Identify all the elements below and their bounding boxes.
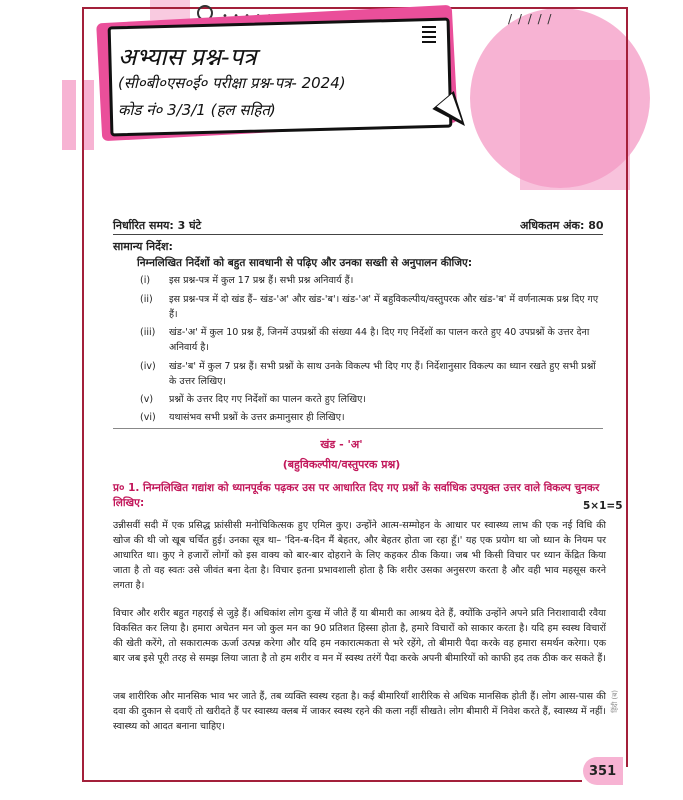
instruction-item: [140, 392, 605, 407]
instruction-text: इस प्रश्न-पत्र में दो खंड हैं– खंड-'अ' और खंड-'ब'। खंड-'अ' में बहुविकल्पीय/वस्तुपरक और खंड-'ब' में वर्णनात्मक प्रश्न दिए गए हैं।: [169, 294, 599, 320]
instruction-text: खंड-'अ' में कुल 10 प्रश्न हैं, जिनमें उपप्रश्नों की संख्या 44 है। दिए गए निर्देशों का पालन करते हुए 40 उपप्रश्नों के उत्तर देना अनिवार्य है।: [169, 327, 590, 353]
passage-paragraph: जब शारीरिक और मानसिक भाव भर जाते हैं, तब व्यक्ति स्वस्थ रहता है। कई बीमारियाँ शारीरिक से अधिक मानसिक होती हैं। लोग आस-पास की दवा की दुकान से दवाएँ तो खरीदते हैं पर स्वास्थ्य क्लब में जाकर स्वस्थ रहने की कला नहीं सीखते। लोग बीमारी में निवेश करते हैं, स्वास्थ्य में नहीं। स्वास्थ्य को आदत बनाना चाहिए।: [113, 691, 606, 732]
deco-stripe-left: [62, 80, 76, 150]
frame-top: [82, 7, 628, 9]
frame-left: [82, 7, 84, 782]
instruction-text: प्रश्नों के उत्तर दिए गए निर्देशों का पालन करते हुए लिखिए।: [169, 394, 366, 405]
instruction-text: यथासंभव सभी प्रश्नों के उत्तर क्रमानुसार ही लिखिए।: [169, 412, 345, 423]
instruction-item: [140, 273, 605, 288]
instruction-num: (ii): [140, 294, 153, 305]
instruction-num: (i): [140, 275, 151, 286]
paper-code: कोड नं० 3/3/1 (हल सहित): [118, 101, 276, 119]
slashes-decoration: / / / / /: [508, 12, 553, 26]
section-title: खंड - 'अ': [320, 438, 363, 451]
section-subtitle: (बहुविकल्पीय/वस्तुपरक प्रश्न): [282, 458, 401, 471]
deco-stripe-left-2: [84, 80, 94, 150]
question-1-text: प्र० 1. निम्नलिखित गद्यांश को ध्यानपूर्वक पढ़कर उस पर आधारित दिए गए प्रश्नों के सर्वाधिक उपयुक्त उत्तर वाले विकल्प चुनकर लिखिए:: [113, 482, 600, 509]
divider: [113, 234, 603, 235]
instruction-num: (v): [140, 394, 154, 405]
instruction-item: [140, 410, 605, 425]
max-marks: अधिकतम अंक: 80: [520, 219, 604, 232]
instruction-item: [140, 292, 605, 322]
bars-icon: [422, 26, 436, 46]
frame-right: [626, 7, 628, 767]
instruction-num: (iii): [140, 327, 156, 338]
time-allowed: निर्धारित समय: 3 घंटे: [113, 219, 202, 232]
instruction-item: [140, 325, 605, 355]
question-1-marks: 5×1=5: [583, 500, 623, 512]
deco-block-top: [150, 0, 190, 20]
section-divider: [113, 428, 603, 429]
passage-paragraph: उन्नीसवीं सदी में एक प्रसिद्ध फ्रांसीसी मनोचिकित्सक हुए एमिल कुए। उन्होंने आत्म-सम्मोहन के आधार पर स्वास्थ्य लाभ की एक नई विधि की खोज की थी जो खूब चर्चित हुई। उनका सूत्र था– 'दिन-ब-दिन मैं बेहतर, और बेहतर होता जा रहा हूँ।' यह एक प्रयोग था जो ध्यान के नियम पर आधारित था। कुए ने हजारों लोगों को इस वाक्य को बार-बार दोहराने के लिए कहकर ठीक किया। जब भी किसी विचार पर ध्यान केंद्रित किया जाता है तो वह स्वतः उसे जीवंत बना देता है। विचार इतना प्रभावशाली होता है कि शरीर उसका अनुसरण करता है और वही भाव महसूस करने लगता है।: [113, 520, 606, 591]
deco-shape-right: [520, 60, 630, 190]
instruction-num: (vi): [140, 412, 156, 423]
instructions-heading: सामान्य निर्देश:: [113, 240, 173, 253]
instructions-intro: निम्नलिखित निर्देशों को बहुत सावधानी से पढ़िए और उनका सख्ती से अनुपालन कीजिए:: [137, 257, 473, 269]
paper-subtitle: (सी०बी०एस०ई० परीक्षा प्रश्न-पत्र- 2024): [118, 74, 346, 92]
instruction-num: (iv): [140, 361, 156, 372]
instruction-text: इस प्रश्न-पत्र में कुल 17 प्रश्न हैं। सभी प्रश्न अनिवार्य हैं।: [169, 275, 354, 286]
passage-paragraph: विचार और शरीर बहुत गहराई से जुड़े हैं। अधिकांश लोग दुःख में जीते हैं या बीमारी का आश्रय देते हैं, क्योंकि उन्होंने अपने प्रति निराशावादी रवैया विकसित कर लिया है। हमारा अचेतन मन जो कुल मन का 90 प्रतिशत हिस्सा होता है, हमारे विचारों को साकार करता है। यदि हम स्वस्थ विचारों की खेती करेंगे, तो सकारात्मक ऊर्जा उत्पन्न करेगा और यदि हम नकारात्मकता से भरे रहेंगे, तो बीमारी पैदा करके वह हमारा समर्थन करेगा। एक बार जब इसे पूरी तरह से समझ लिया जाता है तो हम शरीर व मन में स्वस्थ तरंगें पैदा करके अपनी बीमारियों को काफी हद तक ठीक कर सकते हैं।: [113, 608, 606, 664]
paper-title: अभ्यास प्रश्न-पत्र: [118, 43, 257, 71]
instruction-item: [140, 359, 605, 389]
frame-bottom: [82, 780, 582, 782]
instruction-text: खंड-'ब' में कुल 7 प्रश्न हैं। सभी प्रश्नों के साथ उनके विकल्प भी दिए गए हैं। निर्देशानुसार विकल्प का ध्यान रखते हुए सभी प्रश्नों के उत्तर लिखिए।: [169, 361, 596, 387]
question-1: [113, 481, 623, 512]
page-number: 351: [589, 764, 617, 779]
side-label: हिंदी (ब): [611, 690, 619, 713]
